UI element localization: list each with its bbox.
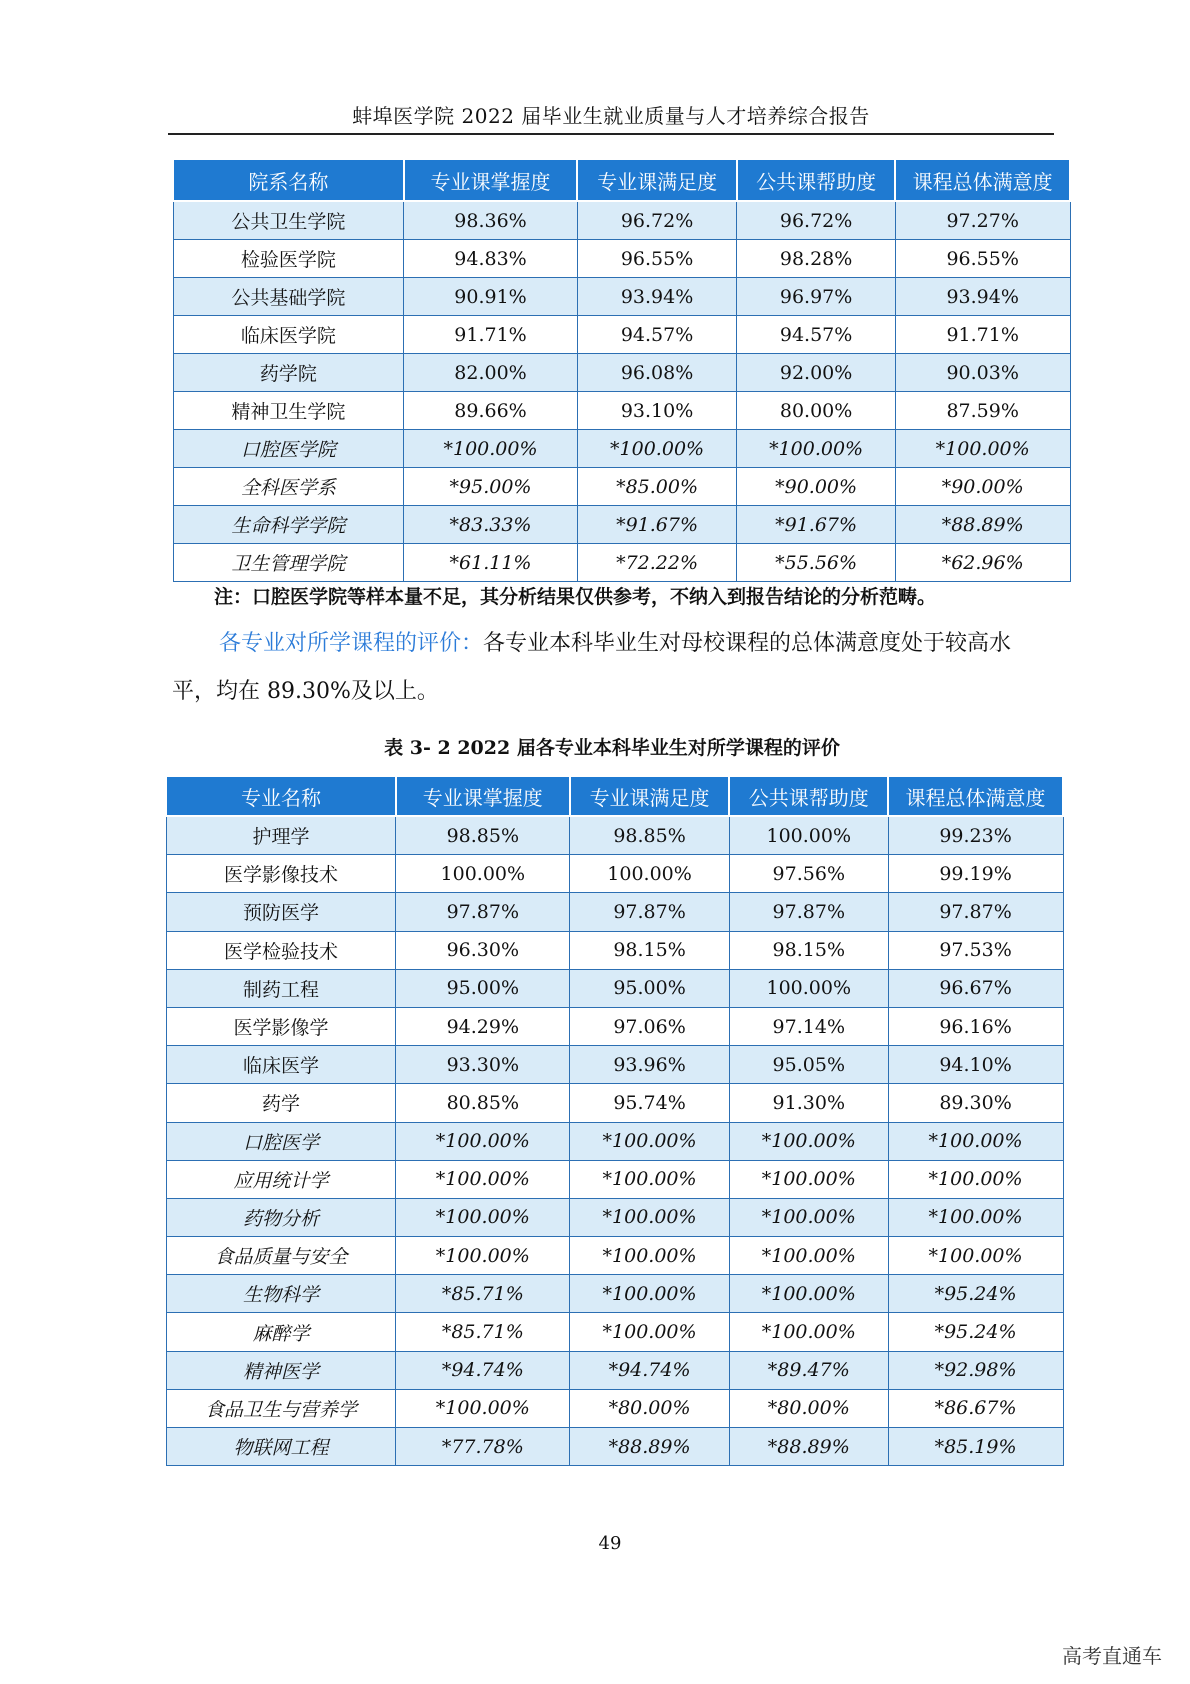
value-cell: *100.00% [729,1237,888,1275]
row-name-cell: 护理学 [166,816,396,855]
value-cell: 100.00% [729,816,888,855]
value-cell: 95.74% [570,1084,730,1122]
row-name-cell: 全科医学系 [173,468,404,506]
row-name-cell: 药物分析 [166,1198,396,1236]
table-row [173,506,1070,544]
value-cell: 96.72% [737,201,895,240]
column-header: 专业课掌握度 [404,159,578,201]
value-cell: 97.87% [888,893,1063,931]
value-cell: 98.28% [737,240,895,278]
value-cell: 94.29% [396,1007,570,1045]
value-cell: *100.00% [895,430,1070,468]
row-name-cell: 预防医学 [166,893,396,931]
value-cell: *85.00% [577,468,737,506]
table-row [166,1313,1063,1351]
value-cell: 94.83% [404,240,578,278]
value-cell: *85.71% [396,1313,570,1351]
paragraph-text: 各专业本科毕业生对母校课程的总体满意度处于较高水平，均在 89.30%及以上。 [172,631,1012,704]
value-cell: *92.98% [888,1351,1063,1389]
row-name-cell: 精神卫生学院 [173,392,404,430]
value-cell: *100.00% [737,430,895,468]
value-cell: *83.33% [404,506,578,544]
value-cell: *100.00% [570,1313,730,1351]
value-cell: 94.57% [737,316,895,354]
value-cell: *77.78% [396,1428,570,1466]
value-cell: *86.67% [888,1389,1063,1427]
value-cell: 97.56% [729,855,888,893]
row-name-cell: 公共基础学院 [173,278,404,316]
row-name-cell: 药学院 [173,354,404,392]
row-name-cell: 食品质量与安全 [166,1237,396,1275]
column-header: 院系名称 [173,159,404,201]
value-cell: *91.67% [577,506,737,544]
table-row [173,316,1070,354]
value-cell: 97.14% [729,1007,888,1045]
value-cell: *100.00% [577,430,737,468]
value-cell: 91.71% [895,316,1070,354]
value-cell: *100.00% [396,1160,570,1198]
value-cell: 96.67% [888,969,1063,1007]
table-row [166,1122,1063,1160]
table-row [173,278,1070,316]
row-name-cell: 临床医学 [166,1046,396,1084]
row-name-cell: 医学影像技术 [166,855,396,893]
value-cell: 95.00% [396,969,570,1007]
table-row [166,1007,1063,1045]
table-row [166,1351,1063,1389]
table-row [173,240,1070,278]
value-cell: 100.00% [570,855,730,893]
value-cell: *95.00% [404,468,578,506]
value-cell: 96.08% [577,354,737,392]
row-name-cell: 麻醉学 [166,1313,396,1351]
row-name-cell: 应用统计学 [166,1160,396,1198]
table-row [173,544,1070,582]
table-row [166,1275,1063,1313]
value-cell: 95.05% [729,1046,888,1084]
row-name-cell: 制药工程 [166,969,396,1007]
column-header: 公共课帮助度 [729,776,888,816]
value-cell: *88.89% [895,506,1070,544]
column-header: 专业课满足度 [577,159,737,201]
value-cell: *62.96% [895,544,1070,582]
college-course-evaluation-table [172,158,1071,582]
value-cell: 100.00% [729,969,888,1007]
table-row [173,354,1070,392]
table-caption: 表 3- 2 2022 届各专业本科毕业生对所学课程的评价 [384,737,840,759]
table-row [173,201,1070,240]
value-cell: *100.00% [888,1160,1063,1198]
value-cell: *100.00% [729,1160,888,1198]
row-name-cell: 口腔医学院 [173,430,404,468]
table-row [166,855,1063,893]
value-cell: *88.89% [570,1428,730,1466]
value-cell: 100.00% [396,855,570,893]
value-cell: *100.00% [888,1122,1063,1160]
value-cell: 96.55% [577,240,737,278]
value-cell: 98.15% [570,931,730,969]
value-cell: *94.74% [396,1351,570,1389]
value-cell: 82.00% [404,354,578,392]
row-name-cell: 口腔医学 [166,1122,396,1160]
header-rule [168,133,1054,135]
value-cell: 87.59% [895,392,1070,430]
value-cell: *89.47% [729,1351,888,1389]
value-cell: 96.30% [396,931,570,969]
column-header: 课程总体满意度 [895,159,1070,201]
row-name-cell: 医学检验技术 [166,931,396,969]
row-name-cell: 物联网工程 [166,1428,396,1466]
value-cell: *90.00% [737,468,895,506]
value-cell: 97.87% [396,893,570,931]
value-cell: *72.22% [577,544,737,582]
value-cell: 96.55% [895,240,1070,278]
table-row [166,1160,1063,1198]
value-cell: *94.74% [570,1351,730,1389]
value-cell: 95.00% [570,969,730,1007]
value-cell: 97.87% [729,893,888,931]
value-cell: 93.94% [895,278,1070,316]
paragraph-lead: 各专业对所学课程的评价： [219,631,484,656]
table-row [166,1428,1063,1466]
value-cell: 93.96% [570,1046,730,1084]
row-name-cell: 临床医学院 [173,316,404,354]
row-name-cell: 精神医学 [166,1351,396,1389]
major-evaluation-paragraph [172,620,1052,716]
value-cell: 96.16% [888,1007,1063,1045]
value-cell: *80.00% [729,1389,888,1427]
value-cell: 93.30% [396,1046,570,1084]
value-cell: 99.23% [888,816,1063,855]
table-row [166,1389,1063,1427]
value-cell: 93.94% [577,278,737,316]
value-cell: 97.06% [570,1007,730,1045]
value-cell: *95.24% [888,1275,1063,1313]
table-row [173,430,1070,468]
value-cell: 97.87% [570,893,730,931]
value-cell: *100.00% [396,1237,570,1275]
value-cell: *100.00% [729,1313,888,1351]
value-cell: *91.67% [737,506,895,544]
value-cell: *100.00% [404,430,578,468]
value-cell: 93.10% [577,392,737,430]
value-cell: *85.19% [888,1428,1063,1466]
table-row [166,1198,1063,1236]
value-cell: 90.91% [404,278,578,316]
value-cell: *100.00% [570,1122,730,1160]
value-cell: *61.11% [404,544,578,582]
value-cell: *100.00% [888,1198,1063,1236]
row-name-cell: 卫生管理学院 [173,544,404,582]
column-header: 专业名称 [166,776,396,816]
value-cell: 97.27% [895,201,1070,240]
page-header-title: 蚌埠医学院 2022 届毕业生就业质量与人才培养综合报告 [352,104,870,128]
value-cell: 96.72% [577,201,737,240]
column-header: 专业课掌握度 [396,776,570,816]
row-name-cell: 药学 [166,1084,396,1122]
value-cell: *100.00% [570,1275,730,1313]
table-row [166,1046,1063,1084]
major-course-evaluation-table [165,775,1064,1466]
row-name-cell: 医学影像学 [166,1007,396,1045]
row-name-cell: 生物科学 [166,1275,396,1313]
value-cell: 94.10% [888,1046,1063,1084]
table-row [166,816,1063,855]
column-header: 公共课帮助度 [737,159,895,201]
row-name-cell: 生命科学学院 [173,506,404,544]
value-cell: 80.00% [737,392,895,430]
table-row [166,1237,1063,1275]
value-cell: 98.36% [404,201,578,240]
value-cell: 98.85% [570,816,730,855]
value-cell: 94.57% [577,316,737,354]
column-header: 课程总体满意度 [888,776,1063,816]
sample-size-note: 注：口腔医学院等样本量不足，其分析结果仅供参考，不纳入到报告结论的分析范畴。 [214,586,937,608]
value-cell: *100.00% [396,1122,570,1160]
table-row [166,931,1063,969]
table-row [166,1084,1063,1122]
value-cell: *100.00% [570,1198,730,1236]
value-cell: *100.00% [729,1198,888,1236]
value-cell: *100.00% [729,1275,888,1313]
value-cell: *100.00% [396,1198,570,1236]
watermark: 高考直通车 [1062,1644,1162,1668]
value-cell: 89.66% [404,392,578,430]
table-row [173,392,1070,430]
row-name-cell: 食品卫生与营养学 [166,1389,396,1427]
table-row [173,468,1070,506]
table-row [166,969,1063,1007]
value-cell: 98.85% [396,816,570,855]
value-cell: *95.24% [888,1313,1063,1351]
value-cell: *80.00% [570,1389,730,1427]
value-cell: *100.00% [888,1237,1063,1275]
value-cell: *100.00% [570,1237,730,1275]
column-header: 专业课满足度 [570,776,730,816]
value-cell: *100.00% [396,1389,570,1427]
value-cell: 99.19% [888,855,1063,893]
value-cell: *100.00% [729,1122,888,1160]
value-cell: 96.97% [737,278,895,316]
row-name-cell: 检验医学院 [173,240,404,278]
value-cell: *100.00% [570,1160,730,1198]
value-cell: 98.15% [729,931,888,969]
value-cell: *90.00% [895,468,1070,506]
page-number: 49 [598,1533,622,1554]
value-cell: 89.30% [888,1084,1063,1122]
value-cell: 90.03% [895,354,1070,392]
value-cell: *55.56% [737,544,895,582]
table-row [166,893,1063,931]
value-cell: 97.53% [888,931,1063,969]
value-cell: 80.85% [396,1084,570,1122]
value-cell: *85.71% [396,1275,570,1313]
value-cell: 92.00% [737,354,895,392]
row-name-cell: 公共卫生学院 [173,201,404,240]
value-cell: 91.30% [729,1084,888,1122]
value-cell: 91.71% [404,316,578,354]
value-cell: *88.89% [729,1428,888,1466]
